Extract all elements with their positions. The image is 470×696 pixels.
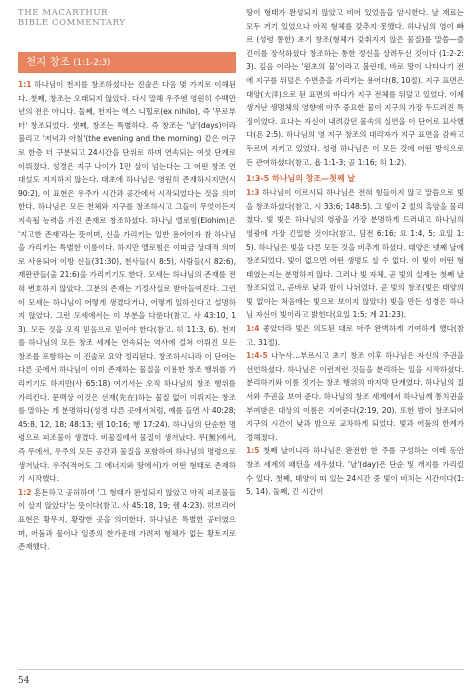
paragraph-text: 하나님이 이르시되 하나님은 전혀 힘들이지 않고 말씀으로 빛을 창조하셨다(참고. 시 33:6; 148:5). 그 빛이 2 절의 흑암을 물리쳤다. 빛 빛은 하나님의 영광을 가장 분명하게 드러내고 하나님의 영광에 가장 긴밀한 것이다(참고. 딤전 6:16; 요 1:4, 5; 요일 1:5). 하나님은 빛을 다른 모든 것을 비추게 하셨다. 태양은 넷째 날에 창조되었다. 빛이 없으면 어떤 생명도 살 수 없다. 이 빛이 어떤 형태였는지는 분명하지 않다. 그러나 빛 자체, 곧 빛의 실제는 첫째 날 창조되었고, 곧바로 낮과 밤이 나뉘었다. 곧 빛의 창조(빛은 태양의 빛 없이는 처음에는 빛으로 보이지 않았다) 빛을 만든 성경은 하나님 자신이 빛이라고 밝힌다(요일 1:5; 계 21:23). bbox=[246, 188, 464, 320]
left-column bbox=[18, 52, 236, 654]
commentary-paragraph bbox=[246, 6, 464, 169]
commentary-paragraph bbox=[246, 444, 464, 498]
paragraph-text: 나누사…부르시고 초기 창조 이후 하나님은 자신의 주권을 선언하셨다. 하나님은 이런저런 것들을 분리하는 일을 시작하셨다. 분리하기와 이름 짓기는 창조 행위의 마지막 단계였다. 하나님의 질서와 주권을 보여 준다. 하나님의 창조 세계에서 하나님께 통치권을 부여받은 대상의 이름은 지어준다(2:19, 20). 또한 밤이 창조되어 지구의 시간이 낮과 밤으로 교차하게 되었다. 빛과 어둠의 한계가 정해졌다. bbox=[246, 351, 464, 442]
paragraph-text: 좋았더라 빛은 의도된 대로 아주 완벽하게 기여하게 했다(참고. 31절). bbox=[246, 324, 464, 347]
commentary-paragraph bbox=[246, 322, 464, 349]
paragraph-text: 첫째 날이니라 하나님은 완전한 한 주를 구성하는 이레 동안 창조 세계의 패턴을 세우셨다. '날'(day)은 단순 및 개지를 가리킬 수 있다. 첫째, 태양이 떠 있는 24시간 중 빛이 비치는 시간이다(1:5, 14). 둘째, 긴 시간이 bbox=[246, 446, 464, 497]
right-column bbox=[246, 6, 464, 654]
footer-divider bbox=[18, 669, 464, 670]
commentary-paragraph bbox=[246, 186, 464, 322]
page-number: 54 bbox=[18, 676, 30, 686]
book-title-line2: BIBLE COMMENTARY bbox=[18, 18, 126, 28]
verse-number: 1:4 bbox=[246, 324, 260, 334]
book-title-line1: THE MACARTHUR bbox=[18, 8, 109, 18]
subsection-heading: 1:3-5 하나님의 창조—첫째 날 bbox=[246, 174, 356, 184]
verse-number: 1:1 bbox=[18, 80, 32, 89]
section-heading bbox=[18, 52, 236, 73]
verse-number: 1:2 bbox=[18, 487, 32, 497]
commentary-paragraph bbox=[246, 349, 464, 444]
verse-number: 1:5 bbox=[246, 446, 260, 456]
paragraph-text: 땅이 형태가 완성되지 않았고 비어 있었음을 암시한다. 날 재료는 모두 거기 있었으나 아직 형체를 갖추지 못했다. 하나님의 영이 빠르 (성령 통한) 초기 창조(형체가 갖춰지지 않은 물질)를 말씀—즐긴이를 장식하셨다 창조하는 통한 정신을 살려두신 것이다 (1:2-2:3). 깊음 이라는 '원초의 물'이라고 불린데, 바로 땅이 나타나기 전에 지구를 뒤덮은 수면층을 가리키는 용어다(8, 10절). 지구 표면은 대양(大洋)으로 된 표면의 바다가 지구 전체를 뒤덮고 있었다. 이제 생겨난 생명체의 영향에 아주 중요한 물이 지구의 가장 두드러진 특징이었다. 요나는 자신이 내려갔던 물속의 실연을 이 단어로 묘사했다(욘 2:5). 하나님의 영 지구 창조의 대리자가 지구 표면을 감싸고 두르며 지키고 있었다. 성령 하나님은 이 모든 것에 어떤 방식으로든 관여하셨다(참고. 욥 1:1-3; 골 1:16; 히 1:2). bbox=[246, 8, 464, 167]
commentary-paragraph bbox=[18, 486, 236, 554]
book-title bbox=[18, 8, 126, 28]
paragraph-text: 혼돈하고 공허하며 '그 형태가 완성되지 않았고 아직 피조물들이 살지 않았다'는 뜻이다(참고. 사 45:18, 19; 렘 4:23). 히브리어 표현은 황무지, 황량한 곳을 의미한다. 하나님은 특별한 공터였으며, 어둠과 물이나 일종의 한가운데 가려져 형체가 없는 황토지로 존재했다. bbox=[18, 487, 236, 552]
section-title: 천지 창조 bbox=[26, 56, 70, 68]
verse-number: 1:4-5 bbox=[246, 351, 268, 361]
paragraph-text: 하나님이 천지를 창조하셨다는 진술은 다음 몇 가지로 이해된다. 첫째, 창조는 오래되지 않았다. 다시 말해 우주엔 영원히 수백만 년의 전은 아니다. 둘째, 천지는 엑스 니힐로(ex nihilo), 즉 '무로부터' 창조되었다. 셋째, 창조는 특별하다. 즉 창조는 '날'(days)이라 불리고 '저녁과 아침'(the evening and the morning) 같은 어구로 한층 더 구분되고 24시간을 단위로 하며 연속되는 여섯 단계로 이뤄졌다. 성경은 지구 나이가 1만 살이 넘는다는 그 어떤 창조 연대설도 지지하지 않는다. 태초에 하나님은 영원히 존재하시지만(시 90:2), 이 표현은 우주가 시간과 공간에서 시작되었다는 것을 의미한다. 하나님은 모든 천체와 지구를 창조하시고 그들이 무엇이든지 지속될 능력을 가진 존재로 창조하셨다. 하나님 엘로힘(Elohim)은 '지고한 존재'라는 뜻이며, 신을 가리키는 일반 용어이자 참 하나님을 가리키는 특별한 이름이다. 하지만 엘로힘은 이따금 상대적 의미로 사용되어 이방 신들(31:30), 천사들(시 8:5), 사람들(시 82:6), 재판관들(출 21:6)을 가리키기도 한다. 모세는 하나님의 존재를 전혀 변호하지 않았다. 그분의 존재는 기정사실로 받아들여진다. 그런 이 모세는 하나님이 어떻게 생겼다거나, 어떻게 일하신다고 설명하지 않았다. 그런 모세에서는 이 부분을 다룬다(참고. 사 43:10, 13). 모든 것을 오직 믿음으로 믿어야 한다(참고. 히 11:3, 6). 천지를 하나님의 모든 창조 세계는 연속되는 역사에 걸쳐 이뤄진 모든 창조를 포함하는 이 진술로 요약 정리된다. 창조하시니라 이 단어는 다른 곳에서 하나님이 이미 존재하는 물질을 이용한 창조 행위를 가리키기도 하지만(사 65:18) 여기서는 오직 하나님의 창조 행위를 가리킨다. 문맥상 이것은 선재(先在)하는 물질 없이 이뤄지는 창조를 말하는 게 분명하다(성경 다른 곳에서처럼, 예를 들면 사 40:28; 45:8, 12, 18; 48:13; 렘 10:16; 행 17:24). 하나님의 단순한 명령으로 피조물이 생겼다. 비물질에서 물질이 생겨났다. 무(無)에서, 즉 무에서, 우주의 모든 공간과 물질을 포함하여 하나님의 명령으로 생겨났다. 우주(적어도 그 에너지와 땅에서)가 어떤 형태로 존재하기 시작했다. bbox=[18, 80, 236, 484]
verse-number: 1:3 bbox=[246, 188, 260, 198]
section-ref: (1:1-2:3) bbox=[73, 58, 111, 68]
commentary-paragraph bbox=[18, 78, 236, 486]
